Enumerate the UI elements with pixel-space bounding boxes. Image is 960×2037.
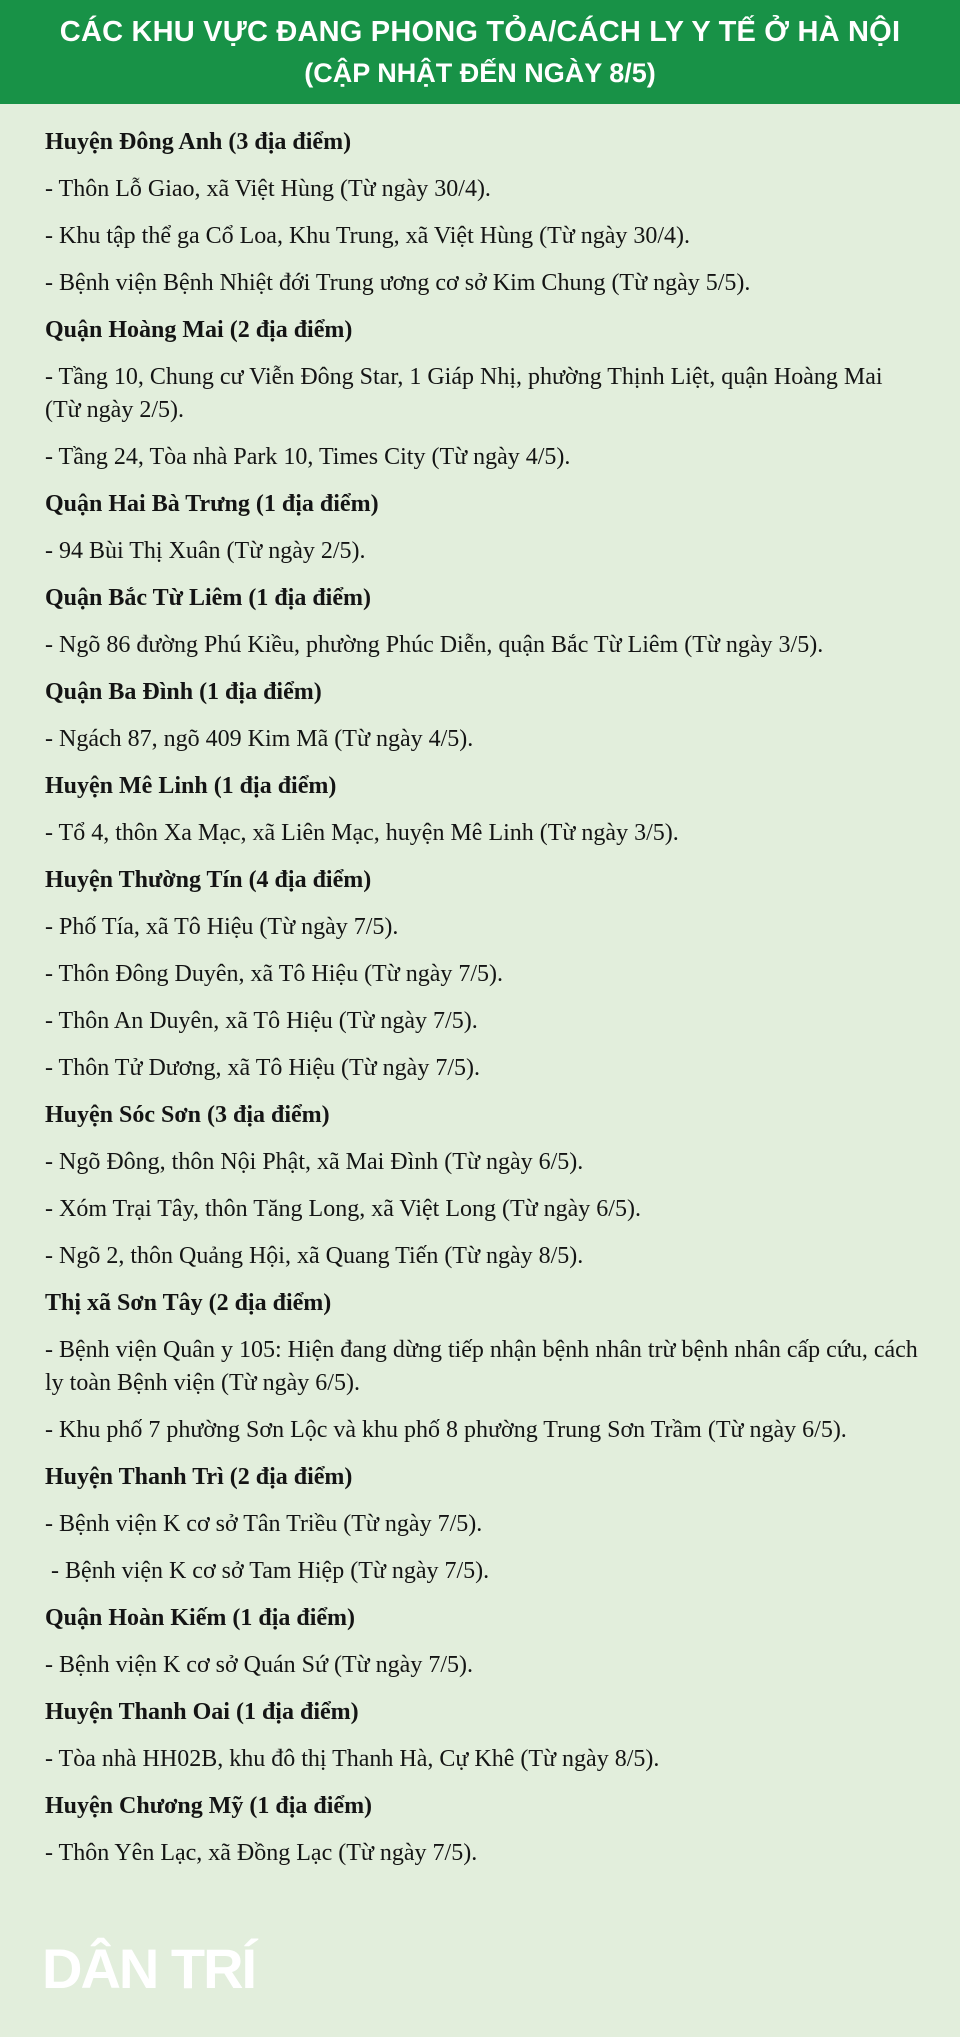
district-heading: Quận Hai Bà Trưng (1 địa điểm) bbox=[45, 491, 379, 517]
location-item: - Tổ 4, thôn Xa Mạc, xã Liên Mạc, huyện Mê Linh (Từ ngày 3/5). bbox=[45, 820, 679, 846]
district-heading: Huyện Đông Anh (3 địa điểm) bbox=[45, 129, 352, 155]
location-item: - Thôn Lỗ Giao, xã Việt Hùng (Từ ngày 30/4). bbox=[45, 176, 491, 202]
location-item: - Ngõ 86 đường Phú Kiều, phường Phúc Diễn, quận Bắc Từ Liêm (Từ ngày 3/5). bbox=[45, 632, 824, 658]
district-heading: Quận Hoàn Kiếm (1 địa điểm) bbox=[45, 1605, 356, 1631]
district-heading: Huyện Thường Tín (4 địa điểm) bbox=[45, 867, 372, 893]
district-heading: Huyện Thanh Oai (1 địa điểm) bbox=[45, 1699, 359, 1725]
location-item: - Bệnh viện Quân y 105: Hiện đang dừng tiếp nhận bệnh nhân trừ bệnh nhân cấp cứu, cách ly toàn Bệnh viện (Từ ngày 6/5). bbox=[45, 1337, 924, 1396]
district-heading: Huyện Thanh Trì (2 địa điểm) bbox=[45, 1464, 353, 1490]
location-item: - Bệnh viện Bệnh Nhiệt đới Trung ương cơ sở Kim Chung (Từ ngày 5/5). bbox=[45, 270, 751, 296]
district-heading: Quận Bắc Từ Liêm (1 địa điểm) bbox=[45, 585, 371, 611]
location-item: - Bệnh viện K cơ sở Quán Sứ (Từ ngày 7/5). bbox=[45, 1652, 473, 1678]
location-item: - Thôn Tử Dương, xã Tô Hiệu (Từ ngày 7/5). bbox=[45, 1055, 480, 1081]
location-item: - Khu tập thể ga Cổ Loa, Khu Trung, xã Việt Hùng (Từ ngày 30/4). bbox=[45, 223, 691, 249]
location-item: - Thôn Đông Duyên, xã Tô Hiệu (Từ ngày 7/5). bbox=[45, 961, 504, 987]
district-heading: Quận Hoàng Mai (2 địa điểm) bbox=[45, 317, 353, 343]
location-item: - Tầng 10, Chung cư Viễn Đông Star, 1 Giáp Nhị, phường Thịnh Liệt, quận Hoàng Mai (Từ ngày 2/5). bbox=[45, 364, 889, 423]
district-heading: Quận Ba Đình (1 địa điểm) bbox=[45, 679, 322, 705]
location-item: - Khu phố 7 phường Sơn Lộc và khu phố 8 phường Trung Sơn Trầm (Từ ngày 6/5). bbox=[45, 1417, 847, 1443]
location-item: - Xóm Trại Tây, thôn Tăng Long, xã Việt Long (Từ ngày 6/5). bbox=[45, 1196, 641, 1222]
location-item: - Ngách 87, ngõ 409 Kim Mã (Từ ngày 4/5). bbox=[45, 726, 474, 752]
district-heading: Huyện Mê Linh (1 địa điểm) bbox=[45, 773, 337, 799]
location-item: - Ngõ Đông, thôn Nội Phật, xã Mai Đình (Từ ngày 6/5). bbox=[45, 1149, 584, 1175]
page-subtitle: (CẬP NHẬT ĐẾN NGÀY 8/5) bbox=[304, 58, 656, 88]
dantri-logo: DÂN TRÍ bbox=[42, 1937, 256, 2000]
location-item: - 94 Bùi Thị Xuân (Từ ngày 2/5). bbox=[45, 538, 366, 564]
header-banner bbox=[0, 0, 960, 104]
location-item: - Phố Tía, xã Tô Hiệu (Từ ngày 7/5). bbox=[45, 914, 399, 940]
district-list bbox=[0, 104, 960, 1870]
location-item: - Bệnh viện K cơ sở Tân Triều (Từ ngày 7/5). bbox=[45, 1511, 483, 1537]
location-item: - Tầng 24, Tòa nhà Park 10, Times City (Từ ngày 4/5). bbox=[45, 444, 571, 470]
location-item: - Tòa nhà HH02B, khu đô thị Thanh Hà, Cự Khê (Từ ngày 8/5). bbox=[45, 1746, 660, 1772]
location-item: - Ngõ 2, thôn Quảng Hội, xã Quang Tiến (Từ ngày 8/5). bbox=[45, 1243, 584, 1269]
page-title: CÁC KHU VỰC ĐANG PHONG TỎA/CÁCH LY Y TẾ Ở HÀ NỘI bbox=[59, 16, 901, 48]
location-item: - Bệnh viện K cơ sở Tam Hiệp (Từ ngày 7/5). bbox=[45, 1558, 490, 1584]
district-heading: Huyện Sóc Sơn (3 địa điểm) bbox=[45, 1102, 330, 1128]
location-item: - Thôn Yên Lạc, xã Đồng Lạc (Từ ngày 7/5). bbox=[45, 1840, 478, 1866]
district-heading: Huyện Chương Mỹ (1 địa điểm) bbox=[45, 1793, 373, 1819]
location-item: - Thôn An Duyên, xã Tô Hiệu (Từ ngày 7/5). bbox=[45, 1008, 478, 1034]
district-heading: Thị xã Sơn Tây (2 địa điểm) bbox=[45, 1290, 332, 1316]
